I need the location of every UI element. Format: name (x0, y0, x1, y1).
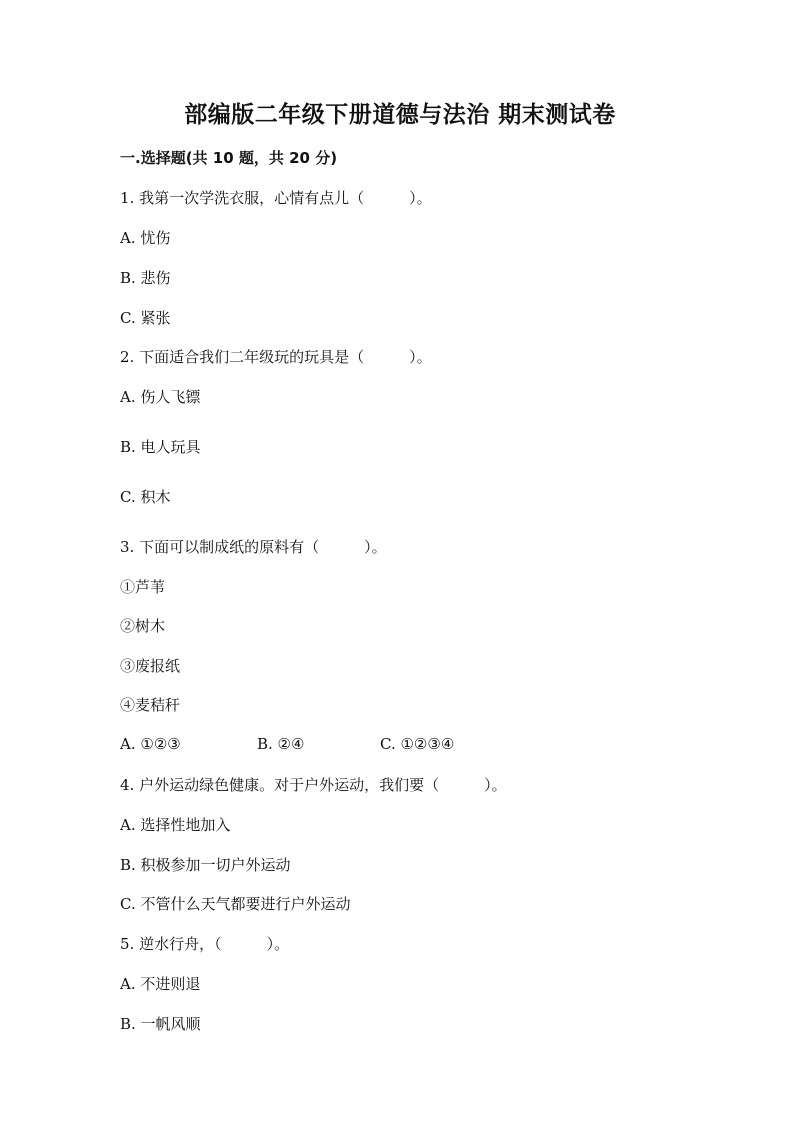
question-1-stem: 1. 我第一次学洗衣服，心情有点儿（ ）。 (120, 189, 432, 207)
question-4-option-c: C. 不管什么天气都要进行户外运动 (120, 895, 351, 913)
question-3-stem: 3. 下面可以制成纸的原料有（ ）。 (120, 538, 387, 556)
question-5-option-b: B. 一帆风顺 (120, 1015, 201, 1033)
page-title: 部编版二年级下册道德与法治 期末测试卷 (184, 102, 616, 128)
question-3-item-3: ③废报纸 (120, 657, 181, 675)
question-3-option-c: C. ①②③④ (380, 735, 455, 753)
question-3-option-b: B. ②④ (257, 735, 305, 753)
question-2-option-c: C. 积木 (120, 488, 171, 506)
question-1-option-c: C. 紧张 (120, 309, 171, 327)
question-2-option-a: A. 伤人飞镖 (120, 388, 201, 406)
question-4-option-b: B. 积极参加一切户外运动 (120, 856, 291, 874)
question-3-option-a: A. ①②③ (120, 735, 181, 753)
question-3-item-1: ①芦苇 (120, 578, 166, 596)
question-4-option-a: A. 选择性地加入 (120, 816, 231, 834)
question-4-stem: 4. 户外运动绿色健康。对于户外运动，我们要（ ）。 (120, 776, 507, 794)
question-2-option-b: B. 电人玩具 (120, 438, 201, 456)
question-3-item-4: ④麦秸秆 (120, 696, 181, 714)
question-3-item-2: ②树木 (120, 617, 166, 635)
section-heading: 一.选择题(共 10 题，共 20 分) (120, 149, 338, 167)
question-2-stem: 2. 下面适合我们二年级玩的玩具是（ ）。 (120, 348, 432, 366)
question-5-stem: 5. 逆水行舟，（ ）。 (120, 935, 290, 953)
question-5-option-a: A. 不进则退 (120, 975, 201, 993)
question-1-option-b: B. 悲伤 (120, 269, 171, 287)
question-1-option-a: A. 忧伤 (120, 229, 171, 247)
